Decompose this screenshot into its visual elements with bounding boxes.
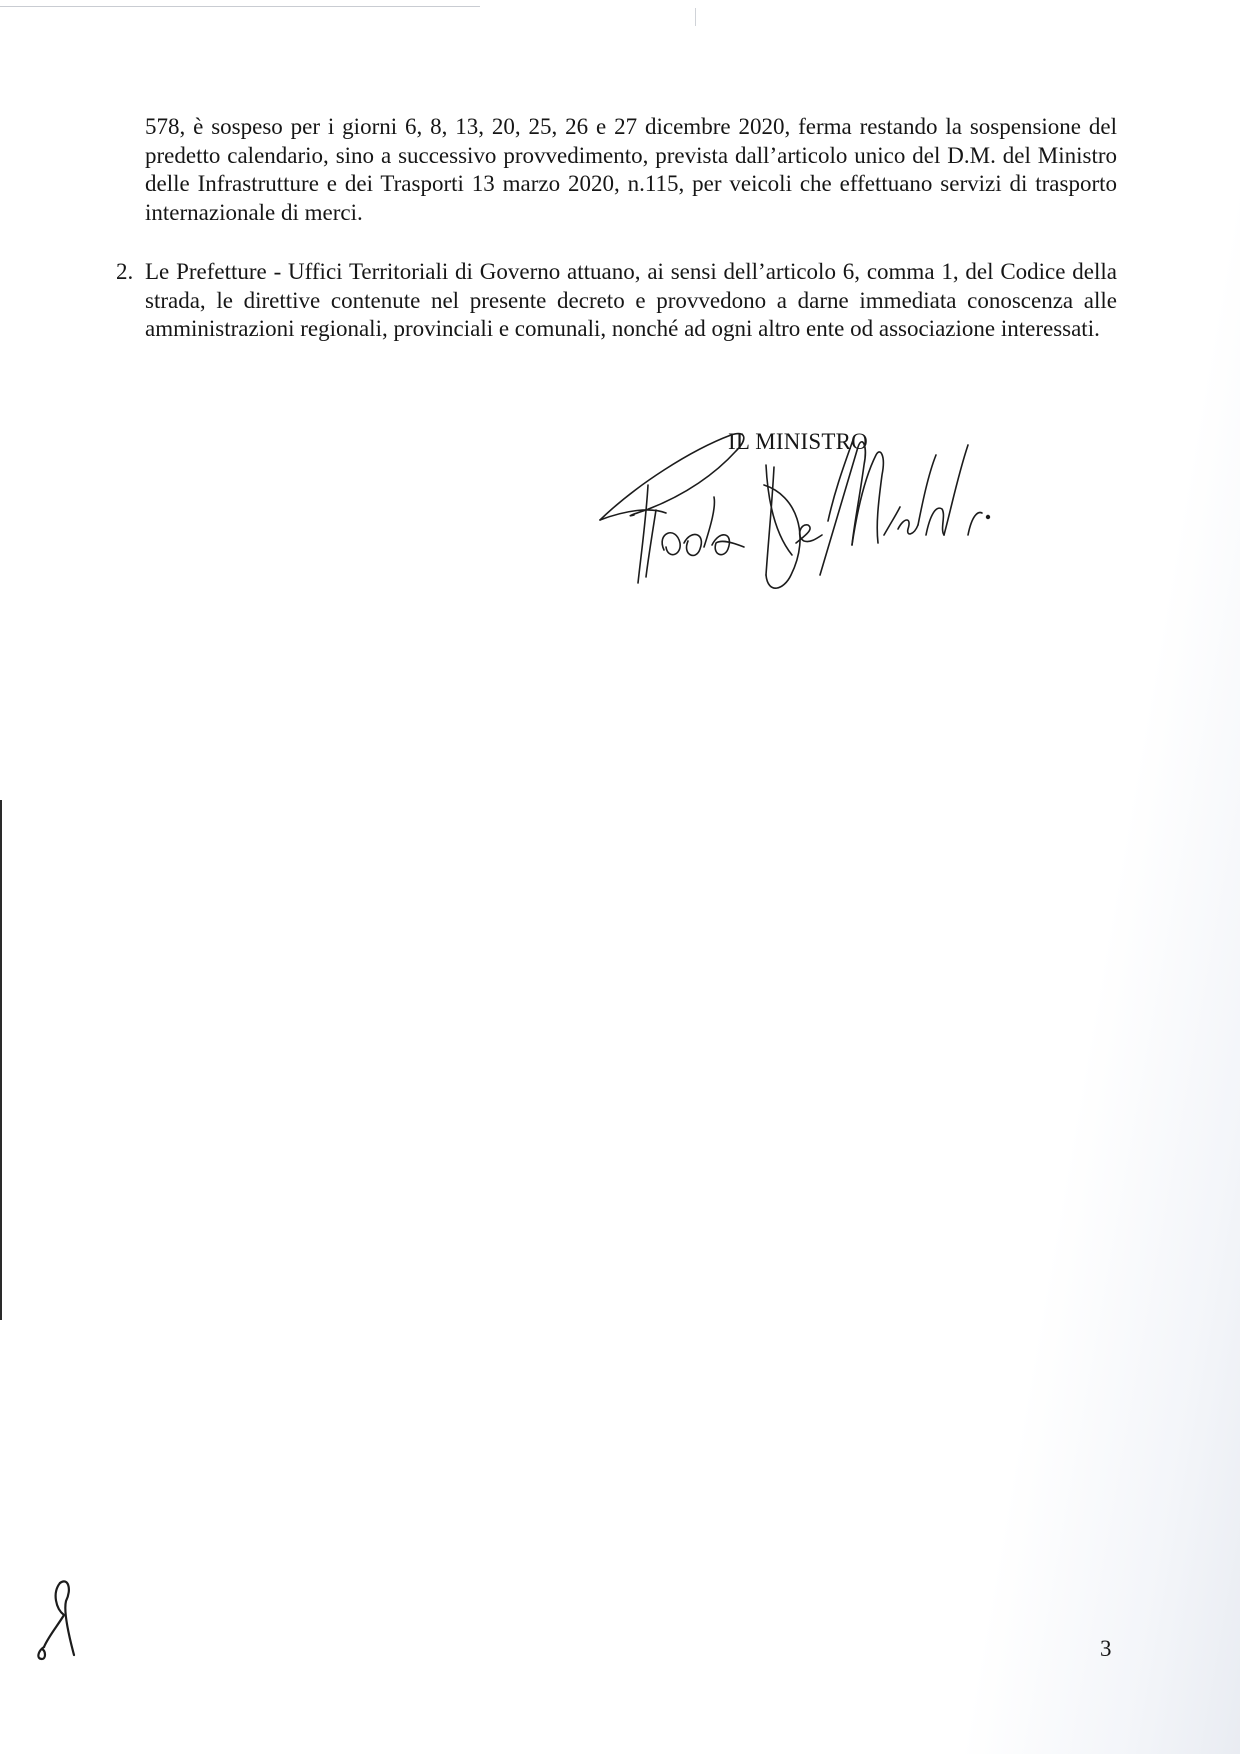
handwritten-signature xyxy=(596,425,1046,600)
paragraph-continuation: 578, è sospeso per i giorni 6, 8, 13, 20, 25, 26 e 27 dicembre 2020, ferma restando la sospensione del predetto calendario, sino a successivo provvedimento, prevista dall’articolo unico del D.M. del Ministro delle Infrastrutture e dei Trasporti 13 marzo 2020, n.115, per veicoli che effettuano servizi di trasporto internazionale di merci. xyxy=(145,114,1117,225)
page-number: 3 xyxy=(1100,1636,1112,1661)
list-item-number: 2. xyxy=(116,259,134,284)
signature-title: IL MINISTRO xyxy=(728,429,868,454)
scan-left-edge xyxy=(0,800,2,1320)
list-item-text: Le Prefetture - Uffici Territoriali di Governo attuano, ai sensi dell’articolo 6, comma 1, del Codice della strada, le direttive contenute nel presente decreto e provvedono a darne immediata conoscenza alle amministrazioni regionali, provinciali e comunali, nonché ad ogni altro ente od associazione interessati. xyxy=(145,259,1117,341)
scan-top-mark xyxy=(695,8,696,26)
handwritten-initials xyxy=(30,1575,90,1665)
scan-top-edge xyxy=(0,6,480,7)
